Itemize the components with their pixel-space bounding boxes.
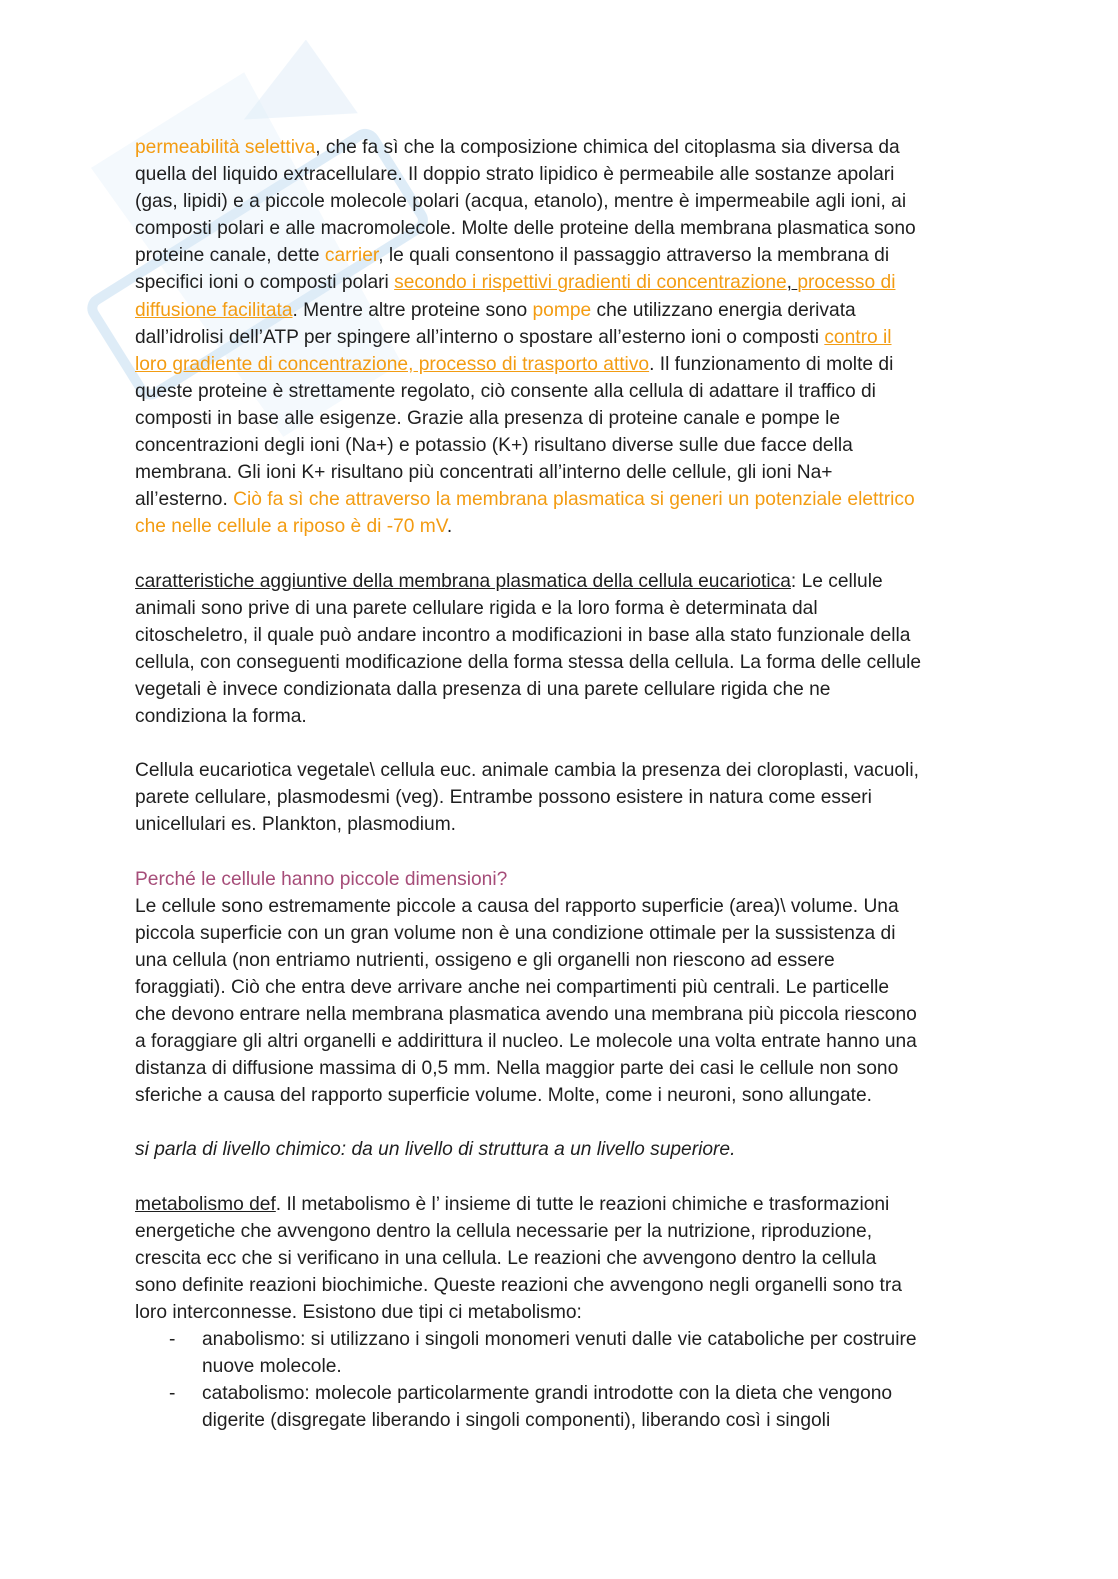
paragraph-membrane-permeability: permeabilità selettiva, che fa sì che la composizione chimica del citoplasma sia diversa da quella del liquido extracellulare. Il doppio strato lipidico è permeabile alle sostanze apolari (gas, lipidi) e a piccole molecole polari (acqua, etanolo), mentre è impermeabile agli ioni, ai composti polari e alle macromolecole. Molte delle proteine della membrana plasmatica sono proteine canale, dette carrier, le quali consentono il passaggio attraverso la membrana di specifici ioni o composti polari secondo i rispettivi gradienti di concentrazione, processo di diffusione facilitata. Mentre altre proteine sono pompe che utilizzano energia derivata dall’idrolisi dell’ATP per spingere all’interno o spostare all’esterno ioni o composti contro il loro gradiente di concentrazione, processo di trasporto attivo. Il funzionamento di molte di queste proteine è strettamente regolato, ciò consente alla cellula di adattare il traffico di composti in base alle esigenze. Grazie alla presenza di proteine canale e pompe le concentrazioni degli ioni (Na+) e potassio (K+) risultano diverse sulle due facce della membrana. Gli ioni K+ risultano più concentrati all’interno delle cellule, gli ioni Na+ all’esterno. Ciò fa sì che attraverso la membrana plasmatica si generi un potenziale elettrico che nelle cellule a riposo è di -70 mV.: [135, 137, 916, 538]
term-active-transport: contro il: [824, 326, 892, 348]
term-membrane-potential: Ciò fa sì che attraverso la membrana plasmatica si generi un potenziale elettrico: [233, 489, 915, 511]
paragraph-cell-size: Perché le cellule hanno piccole dimensioni? Le cellule sono estremamente piccole a causa del rapporto superficie (area)\ volume. Una piccola superficie con un gran volume non è una condizione ottimale per la sussistenza di una cellula (non entriamo nutrienti, ossigeno e gli organelli non riescono ad essere foraggiati). Ciò che entra deve arrivare anche nei compartimenti più centrali. Le particelle che devono entrare nella membrana plasmatica avendo una membrana più piccola riescono a foraggiare gli altri organelli e addirittura il nucleo. Le molecole una volta entrate hanno una distanza di diffusione massima di 0,5 mm. Nella maggior parte dei casi le cellule non sono sferiche a causa del rapporto superficie volume. Molte, come i neuroni, sono allungate.: [135, 866, 995, 1110]
bullet-list: [135, 1326, 995, 1434]
bullet-dash: -: [169, 1383, 176, 1405]
term-active-transport-cont: loro gradiente di concentrazione, processo di trasporto attivo: [135, 353, 650, 375]
term-selective-permeability: permeabilità selettiva: [135, 137, 316, 158]
question-heading: Perché le cellule hanno piccole dimensioni?: [135, 868, 508, 890]
term-facilitated-diffusion-cont: diffusione facilitata: [135, 299, 293, 321]
term-concentration-gradient: secondo i rispettivi gradienti di concentrazione: [394, 272, 787, 294]
section-heading-metabolism: metabolismo def: [135, 1193, 276, 1215]
term-carrier: carrier: [324, 245, 379, 267]
bullet-dash: -: [169, 1329, 176, 1351]
term-resting-potential: che nelle cellule a riposo è di -70 mV: [135, 516, 447, 538]
document-body: [135, 134, 995, 1435]
list-item: - catabolismo: molecole particolarmente grandi introdotte con la dieta che vengono digerite (disgregate liberando i singoli componenti), liberando così i singoli: [135, 1380, 995, 1434]
paragraph-plant-vs-animal-cell: Cellula eucariotica vegetale\ cellula euc. animale cambia la presenza dei cloroplasti, vacuoli, parete cellulare, plasmodesmi (veg). Entrambe possono esistere in natura come esseri unicellulari es. Plankton, plasmodium.: [135, 760, 919, 836]
paragraph-metabolism: metabolismo def. Il metabolismo è l’ insieme di tutte le reazioni chimiche e trasformazioni energetiche che avvengono dentro la cellula necessarie per la nutrizione, riproduzione, crescita ecc che si verificano in una cellula. Le reazioni che avvengono dentro la cellula sono definite reazioni biochimiche. Queste reazioni che avvengono negli organelli sono tra loro interconnesse. Esistono due tipi ci metabolismo: - anabolismo: si utilizzano i singoli monomeri venuti dalle vie cataboliche per costruire nuove molecole. - catabolismo: molecole particolarmente grandi introdotte con la dieta che vengono digerite (disgregate liberando i singoli componenti), liberando così i singoli: [135, 1191, 995, 1435]
term-facilitated-diffusion: processo di: [797, 272, 896, 294]
paragraph-chemical-level-note: si parla di livello chimico: da un livello di struttura a un livello superiore.: [135, 1139, 736, 1161]
list-item: - anabolismo: si utilizzano i singoli monomeri venuti dalle vie cataboliche per costruire nuove molecole.: [135, 1326, 995, 1380]
term-pumps: pompe: [532, 299, 592, 321]
paragraph-eukaryotic-membrane: caratteristiche aggiuntive della membrana plasmatica della cellula eucariotica: Le cellule animali sono prive di una parete cellulare rigida e la loro forma è determinata dal citoscheletro, il quale può andare incontro a modificazioni in base alla stato funzionale della cellula, con conseguenti modificazione della forma stessa della cellula. La forma delle cellule vegetali è invece condizionata dalla presenza di una parete cellulare rigida che ne condiziona la forma.: [135, 570, 922, 727]
section-heading-eukaryotic-membrane: caratteristiche aggiuntive della membrana plasmatica della cellula eucariotica: [135, 570, 791, 592]
